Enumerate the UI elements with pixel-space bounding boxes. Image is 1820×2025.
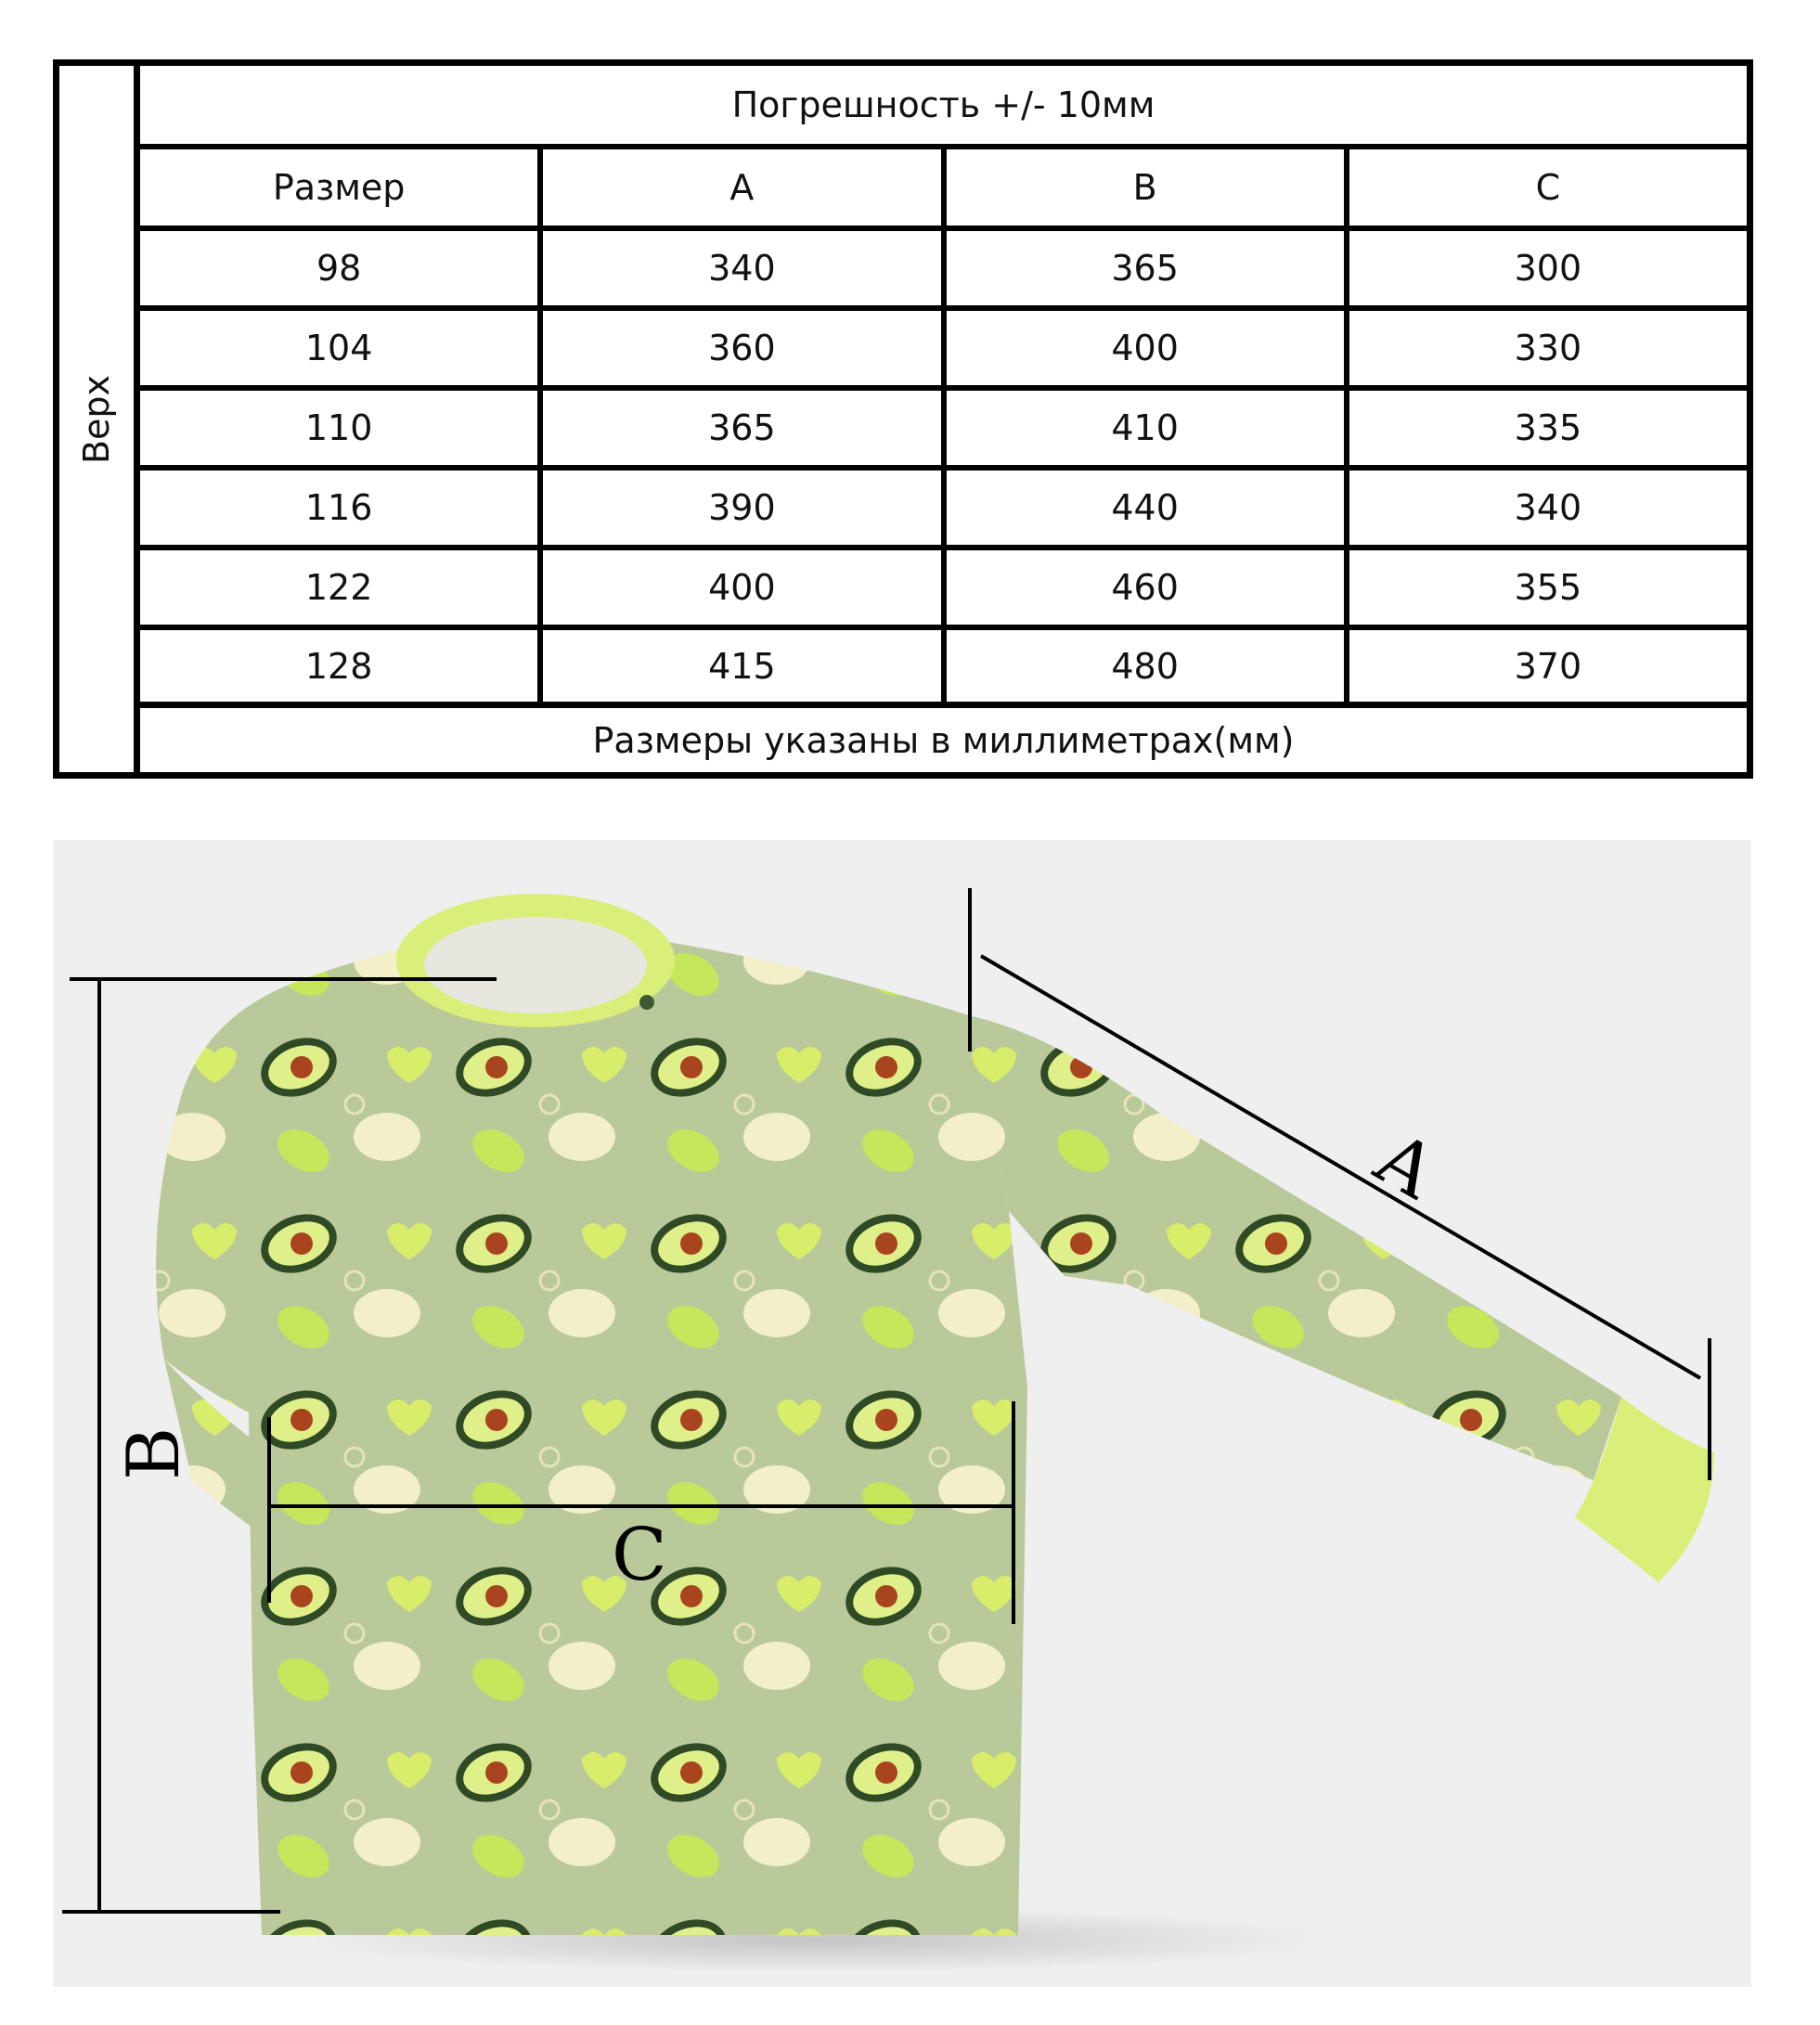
c-cell: 330 xyxy=(1514,328,1582,368)
size-cell: 110 xyxy=(140,391,543,465)
table-row xyxy=(140,231,1747,311)
header-c: C xyxy=(1535,167,1561,208)
table-grid xyxy=(140,66,1747,772)
table-row xyxy=(140,471,1747,550)
garment-svg xyxy=(53,840,1751,1987)
b-cell: 400 xyxy=(947,311,1349,385)
garment-body xyxy=(248,933,1027,1935)
header-a: A xyxy=(543,149,946,226)
a-cell: 365 xyxy=(543,391,946,465)
c-cell: 355 xyxy=(1514,567,1582,608)
table-row xyxy=(140,391,1747,471)
size-table xyxy=(53,59,1753,779)
a-cell: 390 xyxy=(543,471,946,545)
b-cell: 460 xyxy=(947,550,1349,625)
table-row xyxy=(140,550,1747,630)
tolerance-text: Погрешность +/- 10мм xyxy=(731,84,1155,125)
table-row xyxy=(140,630,1747,708)
b-cell: 410 xyxy=(947,391,1349,465)
b-cell: 480 xyxy=(947,630,1349,702)
footer-text: Размеры указаны в миллиметрах(мм) xyxy=(592,719,1295,761)
b-cell: 365 xyxy=(947,231,1349,305)
c-cell: 335 xyxy=(1514,407,1582,448)
collar-inner xyxy=(424,917,647,1013)
header-b: B xyxy=(947,149,1349,226)
a-cell: 360 xyxy=(543,311,946,385)
size-cell: 122 xyxy=(140,550,543,625)
size-cell: 104 xyxy=(140,311,543,385)
c-cell: 300 xyxy=(1514,248,1582,289)
side-label: Верх xyxy=(76,374,117,464)
footer-row xyxy=(140,708,1747,772)
dimension-a-label: A xyxy=(1362,1116,1450,1216)
a-cell: 400 xyxy=(543,550,946,625)
table-row xyxy=(140,311,1747,391)
right-sleeve xyxy=(972,1016,1621,1480)
garment-illustration xyxy=(53,840,1751,1987)
button-snap-icon xyxy=(639,995,654,1010)
dimension-b-label: B xyxy=(112,1426,196,1480)
c-cell: 370 xyxy=(1514,645,1582,687)
size-cell: 116 xyxy=(140,471,543,545)
a-cell: 415 xyxy=(543,630,946,702)
side-column xyxy=(59,66,140,772)
c-cell: 340 xyxy=(1514,487,1582,528)
tolerance-row xyxy=(140,66,1747,149)
header-size: Размер xyxy=(140,149,543,226)
size-cell: 128 xyxy=(140,630,543,702)
b-cell: 440 xyxy=(947,471,1349,545)
size-cell: 98 xyxy=(140,231,543,305)
dimension-c-label: C xyxy=(612,1514,667,1597)
a-cell: 340 xyxy=(543,231,946,305)
header-row xyxy=(140,149,1747,231)
